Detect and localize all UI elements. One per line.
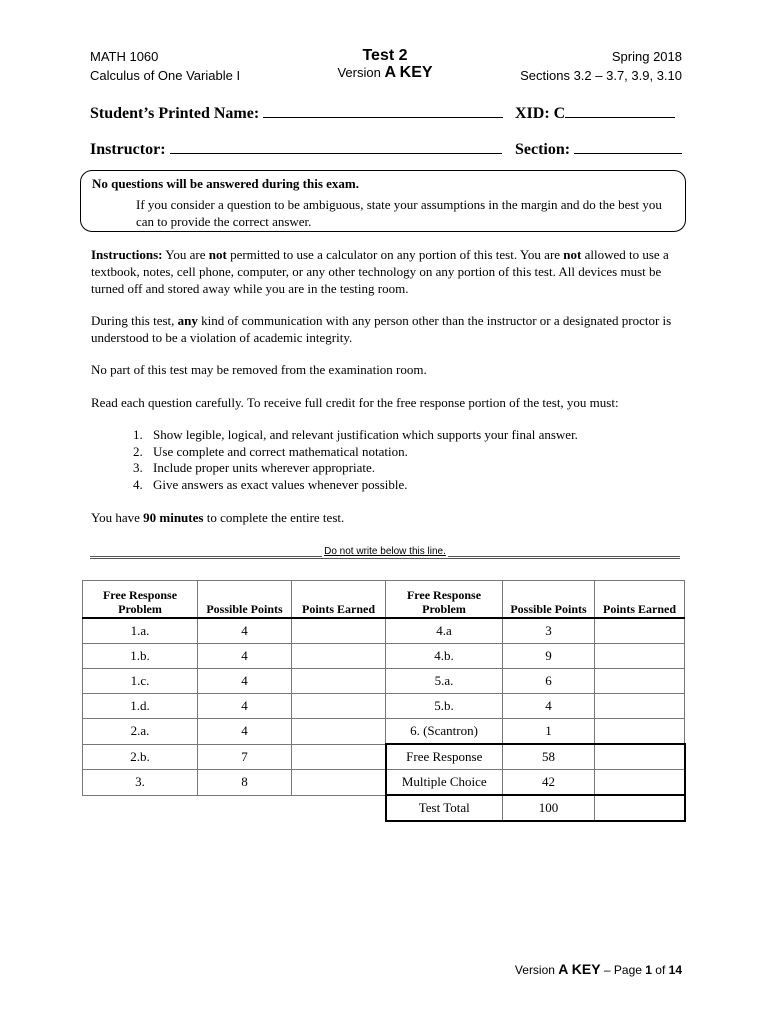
- student-name-label: Student’s Printed Name:: [90, 105, 260, 122]
- section-label: Section:: [515, 141, 571, 158]
- free-response-total-points: 58: [503, 744, 595, 770]
- list-item: [133, 460, 653, 477]
- possible-points-cell: 4: [198, 719, 292, 745]
- problem-cell: 2.b.: [83, 744, 198, 770]
- instructions-text-b: permitted to use a calculator on any portion of this test. You are: [226, 247, 564, 262]
- course-code: MATH 1060: [90, 49, 159, 64]
- emphasis-not-1: not: [208, 247, 227, 262]
- points-earned-cell[interactable]: [595, 669, 685, 694]
- header-left: [90, 49, 240, 84]
- test-total-label: Test Total: [386, 795, 503, 821]
- footer-page-total: 14: [668, 963, 682, 977]
- possible-points-cell: 4: [198, 694, 292, 719]
- footer-version-prefix: Version: [514, 963, 555, 977]
- time-limit-paragraph: [91, 509, 691, 526]
- instructor-field: [90, 139, 502, 160]
- student-name-blank[interactable]: [263, 103, 503, 118]
- multiple-choice-total-label: Multiple Choice: [386, 770, 503, 796]
- instructions-text-a: You are: [162, 247, 209, 262]
- list-item-text: Include proper units wherever appropriate.: [153, 460, 375, 475]
- requirements-list: [133, 427, 653, 493]
- version-line: [290, 65, 480, 81]
- xid-field: [515, 103, 675, 124]
- possible-points-cell: 8: [198, 770, 292, 796]
- header-center: [290, 46, 480, 81]
- list-item: [133, 427, 653, 444]
- points-earned-cell[interactable]: [595, 644, 685, 669]
- cut-line-text: Do not write below this line.: [324, 546, 446, 557]
- points-earned-cell[interactable]: [292, 694, 386, 719]
- possible-points-cell: 6: [503, 669, 595, 694]
- grading-table: [82, 580, 686, 822]
- empty-cell: [292, 795, 386, 821]
- section-blank[interactable]: [574, 139, 682, 154]
- col-header-earned: Points Earned: [595, 581, 685, 619]
- sections: Sections 3.2 – 3.7, 3.9, 3.10: [520, 68, 682, 83]
- emphasis-minutes: 90 minutes: [143, 510, 204, 525]
- notice-box: [80, 170, 686, 232]
- list-item-text: Use complete and correct mathematical notation.: [153, 443, 408, 459]
- list-item-number: 2.: [133, 443, 143, 459]
- table-row: [83, 694, 685, 719]
- list-item-number: 3.: [133, 460, 143, 475]
- possible-points-cell: 4: [198, 618, 292, 644]
- footer-version-letter: A: [558, 961, 569, 977]
- possible-points-cell: 7: [198, 744, 292, 770]
- empty-cell: [83, 795, 198, 821]
- table-row-total: [83, 795, 685, 821]
- time-text-a: You have: [91, 510, 144, 525]
- footer-of: of: [651, 963, 669, 977]
- col-header-problem: Free Response Problem: [386, 581, 503, 619]
- multiple-choice-earned-cell[interactable]: [595, 770, 685, 796]
- problem-cell: 3.: [83, 770, 198, 796]
- footer-page-sep: – Page: [600, 963, 646, 977]
- version-letter: A: [384, 64, 397, 81]
- free-response-earned-cell[interactable]: [595, 744, 685, 770]
- problem-cell: 4.b.: [386, 644, 503, 669]
- instructions-paragraph: [91, 246, 691, 297]
- footer-version-key: KEY: [571, 961, 601, 977]
- time-text-b: to complete the entire test.: [203, 510, 345, 525]
- test-title: Test 2: [362, 47, 408, 64]
- test-total-earned-cell[interactable]: [595, 795, 685, 821]
- course-name: Calculus of One Variable I: [90, 68, 241, 83]
- list-item: [133, 444, 653, 461]
- integrity-text-a: During this test,: [91, 313, 178, 328]
- footer-page-number: 1: [645, 963, 652, 977]
- xid-prefix: C: [553, 105, 566, 122]
- possible-points-cell: 4: [503, 694, 595, 719]
- table-header-row: [83, 581, 685, 619]
- points-earned-cell[interactable]: [595, 719, 685, 745]
- cut-line-note: [90, 546, 680, 558]
- list-item-number: 4.: [133, 476, 143, 492]
- problem-cell: 5.b.: [386, 694, 503, 719]
- removal-paragraph: No part of this test may be removed from the examination room.: [91, 362, 427, 377]
- possible-points-cell: 3: [503, 618, 595, 644]
- col-header-problem: Free Response Problem: [83, 581, 198, 619]
- points-earned-cell[interactable]: [595, 694, 685, 719]
- emphasis-any: any: [177, 313, 198, 328]
- instructor-label: Instructor:: [90, 141, 166, 158]
- page-footer: [515, 961, 682, 978]
- col-header-possible: Possible Points: [503, 581, 595, 619]
- points-earned-cell[interactable]: [292, 770, 386, 796]
- header-right: [520, 49, 682, 84]
- list-item-text: Show legible, logical, and relevant justification which supports your final answer.: [153, 427, 578, 442]
- section-field: [515, 139, 682, 160]
- table-row: [83, 669, 685, 694]
- version-key: KEY: [399, 64, 433, 81]
- possible-points-cell: 4: [198, 644, 292, 669]
- student-name-field: [90, 103, 503, 124]
- notice-title: No questions will be answered during this exam.: [92, 176, 360, 191]
- table-row: [83, 744, 685, 770]
- table-row: [83, 618, 685, 644]
- possible-points-cell: 9: [503, 644, 595, 669]
- requirements-intro: Read each question carefully. To receive full credit for the free response portion of the test, you must:: [91, 395, 619, 410]
- xid-blank[interactable]: [565, 103, 675, 118]
- emphasis-not-2: not: [563, 247, 582, 262]
- notice-body: If you consider a question to be ambiguous, state your assumptions in the margin and do the best you can to provide the correct answer.: [136, 197, 662, 229]
- points-earned-cell[interactable]: [292, 719, 386, 745]
- empty-cell: [198, 795, 292, 821]
- integrity-paragraph: [91, 312, 691, 346]
- points-earned-cell[interactable]: [595, 618, 685, 644]
- points-earned-cell[interactable]: [292, 618, 386, 644]
- problem-cell: 1.d.: [83, 694, 198, 719]
- points-earned-cell[interactable]: [292, 669, 386, 694]
- list-item-number: 1.: [133, 427, 143, 442]
- col-header-earned: Points Earned: [292, 581, 386, 619]
- instructions-label: Instructions:: [91, 247, 163, 262]
- version-prefix: Version: [337, 65, 381, 80]
- integrity-text-b: kind of communication with any person other than the instructor or a designated proctor is understood to be a violation of academic integrity.: [91, 313, 672, 345]
- test-total-points: 100: [503, 795, 595, 821]
- possible-points-cell: 1: [503, 719, 595, 745]
- instructions-text-c: allowed to use a textbook, notes, cell phone, computer, or any other technology on any portion of this test. All devices must be turned off and stored away while you are in the testing room.: [91, 247, 669, 296]
- col-header-possible: Possible Points: [198, 581, 292, 619]
- xid-label: XID:: [515, 105, 550, 122]
- table-row: [83, 644, 685, 669]
- problem-cell: 5.a.: [386, 669, 503, 694]
- list-item: [133, 477, 653, 494]
- possible-points-cell: 4: [198, 669, 292, 694]
- problem-cell: 6. (Scantron): [386, 719, 503, 745]
- problem-cell: 4.a: [386, 618, 503, 644]
- list-item-text: Give answers as exact values whenever possible.: [153, 476, 408, 492]
- problem-cell: 2.a.: [83, 719, 198, 745]
- table-row: [83, 770, 685, 796]
- free-response-total-label: Free Response: [386, 744, 503, 770]
- problem-cell: 1.b.: [83, 644, 198, 669]
- term: Spring 2018: [611, 49, 682, 64]
- problem-cell: 1.c.: [83, 669, 198, 694]
- instructor-blank[interactable]: [170, 139, 502, 154]
- multiple-choice-total-points: 42: [503, 770, 595, 796]
- table-row: [83, 719, 685, 745]
- problem-cell: 1.a.: [83, 618, 198, 644]
- points-earned-cell[interactable]: [292, 744, 386, 770]
- points-earned-cell[interactable]: [292, 644, 386, 669]
